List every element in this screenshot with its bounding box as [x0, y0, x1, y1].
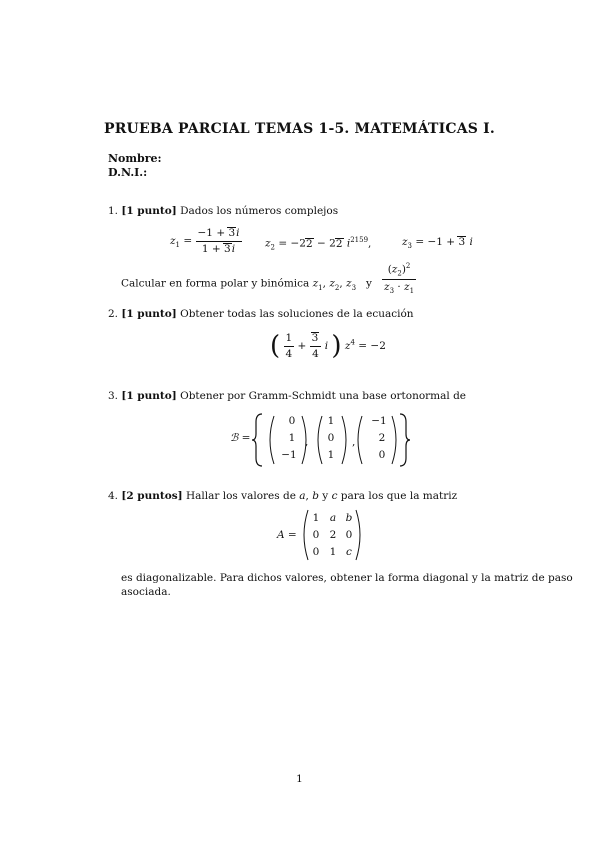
- question-4-text-post: para los que la matriz: [340, 490, 458, 502]
- question-4-text-pre: Hallar los valores de: [186, 490, 296, 502]
- matrix-cell-1-1: 1: [312, 512, 320, 524]
- v2-entry-3: 1: [327, 449, 335, 461]
- v3-entry-3: 0: [378, 449, 386, 461]
- question-3-number: 3.: [108, 390, 119, 402]
- matrix-cell-3-1: 0: [312, 546, 320, 558]
- question-4-statement: 4. [2 puntos] Hallar los valores de a, b y c para los que la matriz: [108, 490, 458, 502]
- page-number: 1: [296, 773, 303, 785]
- question-4-number: 4.: [108, 490, 119, 502]
- v3-entry-1: −1: [371, 415, 387, 427]
- v3-right-paren: [392, 416, 396, 464]
- question-4-line-1: es diagonalizable. Para dichos valores, obtener la forma diagonal y la matriz de paso: [121, 572, 573, 584]
- v2-entry-1: 1: [327, 415, 335, 427]
- v2-entry-2: 0: [327, 432, 335, 444]
- z3-definition: $z_3 = -1 + 3$ i: [402, 236, 473, 251]
- right-brace: [400, 414, 410, 466]
- name-label: Nombre:: [108, 152, 162, 165]
- question-1-intro: Dados los números complejos: [180, 205, 339, 217]
- question-1-statement: [108, 205, 338, 217]
- left-brace: [252, 414, 262, 466]
- v1-left-paren: [270, 416, 274, 464]
- basis-lhs: ℬ =: [230, 432, 251, 444]
- question-3-text: Obtener por Gramm-Schmidt una base ortonormal de: [180, 390, 467, 402]
- question-2-number: 2.: [108, 308, 119, 320]
- question-4-points: [2 puntos]: [121, 490, 183, 502]
- question-1-task: Calcular en forma polar y binómica $z_1$, $z_2$, $z_3$ y $\frac{(z_2)^2}{z_3 \cdot z_1}$: [121, 262, 415, 296]
- v3-left-paren: [358, 416, 362, 464]
- question-2-statement: [108, 308, 414, 320]
- question-3-points: [1 punto]: [121, 390, 177, 402]
- question-1-points: [1 punto]: [121, 205, 177, 217]
- dni-label: D.N.I.:: [108, 166, 148, 179]
- matrix-lhs: A =: [277, 529, 297, 541]
- z2-definition: $z_2 = -22 - 22$ $i^{2159}$,: [265, 236, 372, 252]
- document-title: PRUEBA PARCIAL TEMAS 1-5. MATEMÁTICAS I.: [103, 121, 496, 137]
- v3-entry-2: 2: [378, 432, 386, 444]
- comma-2: ,: [352, 436, 356, 448]
- v1-entry-2: 1: [288, 432, 296, 444]
- matrix-cell-1-2: a: [329, 512, 337, 524]
- matrix-cell-1-3: b: [345, 512, 353, 524]
- question-3-statement: [108, 390, 466, 402]
- question-2-text: Obtener todas las soluciones de la ecuación: [180, 308, 414, 320]
- v1-entry-3: −1: [281, 449, 297, 461]
- z1-fraction: $\frac{-1 + 3i}{1 + 3i}$: [197, 227, 240, 255]
- matrix-cell-3-2: 1: [329, 546, 337, 558]
- comma-1: ,: [305, 436, 309, 448]
- matrix-cell-2-1: 0: [312, 529, 320, 541]
- v1-entry-1: 0: [288, 415, 296, 427]
- matrix-cell-3-3: c: [346, 546, 352, 558]
- quotient-fraction: $\frac{(z_2)^2}{z_3 \cdot z_1}$: [384, 262, 415, 296]
- z1-definition: $z_1$ = $\frac{-1 + 3i}{1 + 3i}$: [170, 227, 240, 255]
- question-1-number: 1.: [108, 205, 119, 217]
- matrix-cell-2-3: 0: [345, 529, 353, 541]
- v2-right-paren: [342, 416, 346, 464]
- question-2-points: [1 punto]: [121, 308, 177, 320]
- q2-equation: ( $\frac{1}{4}$ + $\frac{3}{4}$ i ) $z^4 = -2$: [270, 331, 386, 361]
- question-4-line-2: asociada.: [121, 586, 171, 598]
- matrix-cell-2-2: 2: [329, 529, 337, 541]
